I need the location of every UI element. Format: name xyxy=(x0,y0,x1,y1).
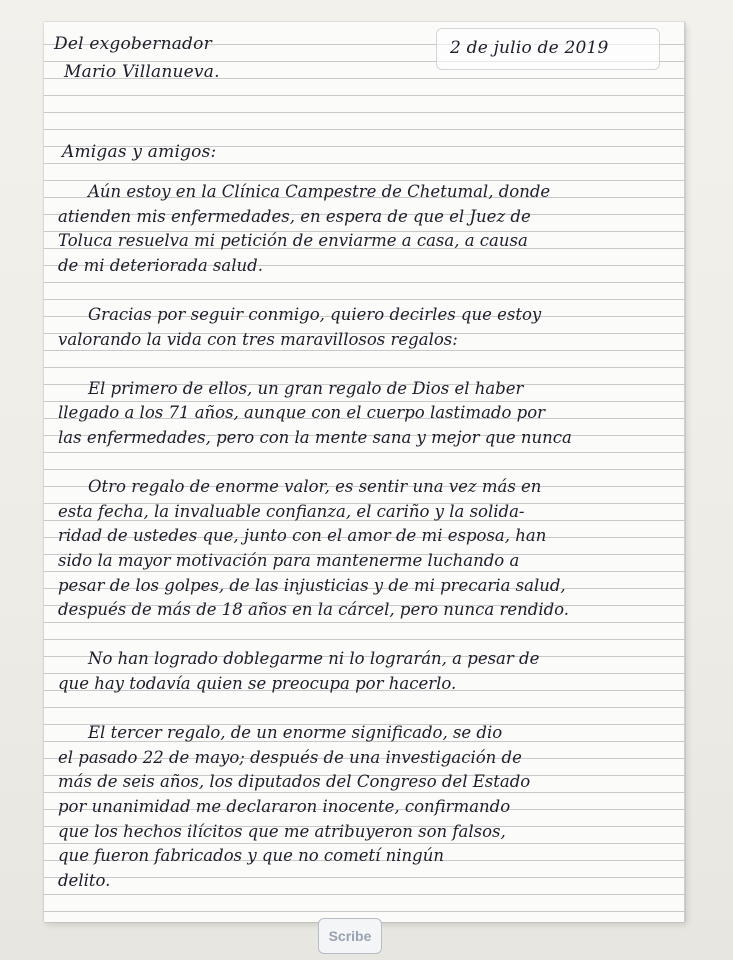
letter-line: Otro regalo de enorme valor, es sentir una vez más en xyxy=(88,477,542,497)
letter-line: las enfermedades, pero con la mente sana y mejor que nunca xyxy=(58,428,572,447)
letter-line: esta fecha, la invaluable confianza, el cariño y la solida- xyxy=(58,501,525,521)
sender-line-1: Del exgobernador xyxy=(54,34,212,54)
letter-date: 2 de julio de 2019 xyxy=(450,38,609,58)
letter-line: delito. xyxy=(58,870,111,890)
letter-line: después de más de 18 años en la cárcel, pero nunca rendido. xyxy=(58,600,570,620)
letter-line: ridad de ustedes que, junto con el amor de mi esposa, han xyxy=(58,526,547,546)
letter-line: atienden mis enfermedades, en espera de que el Juez de xyxy=(58,206,531,226)
letter-line: por unanimidad me declararon inocente, confirmando xyxy=(58,797,511,816)
letter-line: Gracias por seguir conmigo, quiero decirles que estoy xyxy=(88,305,542,324)
letter-line: sido la mayor motivación para mantenerme luchando a xyxy=(58,551,520,570)
letter-line: más de seis años, los diputados del Congreso del Estado xyxy=(58,772,531,792)
letter-line: el pasado 22 de mayo; después de una investigación de xyxy=(58,747,522,767)
scribe-logo xyxy=(318,918,382,954)
letter-line: que fueron fabricados y que no cometí ningún xyxy=(58,846,445,866)
letter-line: llegado a los 71 años, aunque con el cuerpo lastimado por xyxy=(58,403,546,423)
greeting: Amigas y amigos: xyxy=(62,142,217,162)
letter-line: El primero de ellos, un gran regalo de Dios el haber xyxy=(88,378,524,398)
sender-line-2: Mario Villanueva. xyxy=(64,62,220,82)
scribe-logo-text: Scribe xyxy=(328,928,372,944)
letter-line: de mi deteriorada salud. xyxy=(58,255,263,275)
letter-line: Aún estoy en la Clínica Campestre de Chetumal, donde xyxy=(88,182,551,201)
letter-line: Toluca resuelva mi petición de enviarme a casa, a causa xyxy=(58,231,528,251)
letter-line: que los hechos ilícitos que me atribuyeron son falsos, xyxy=(58,821,506,841)
letter-line: que hay todavía quien se preocupa por hacerlo. xyxy=(58,674,457,693)
letter-line: valorando la vida con tres maravillosos regalos: xyxy=(58,329,458,349)
letter-line: pesar de los golpes, de las injusticias y de mi precaria salud, xyxy=(58,575,566,595)
letter-line: El tercer regalo, de un enorme significado, se dio xyxy=(88,723,503,743)
letter-line: No han logrado doblegarme ni lo lograrán, a pesar de xyxy=(88,649,540,669)
